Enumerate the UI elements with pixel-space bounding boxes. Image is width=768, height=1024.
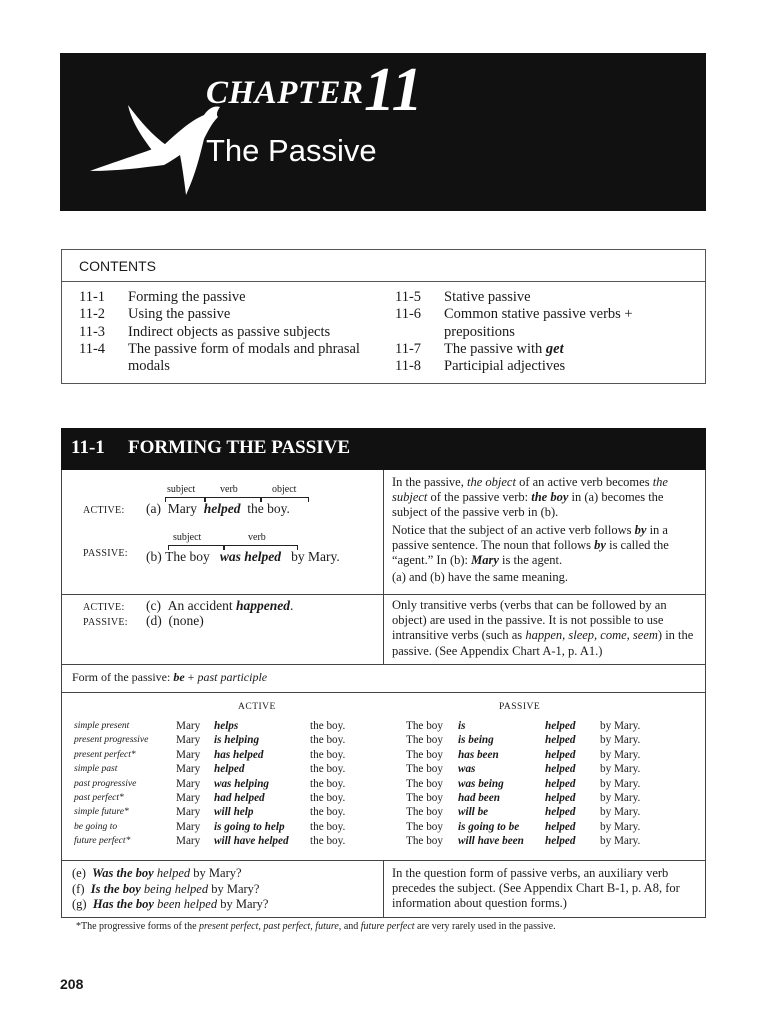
question-examples: [72, 866, 268, 913]
toc-item[interactable]: 11-7 The passive with get: [395, 340, 564, 357]
footnote: *The progressive forms of the present perfect, past perfect, future, and future perfect are very rarely used in the passive.: [76, 921, 556, 932]
passive-agent-column: by Mary. by Mary. by Mary. by Mary. by Mary. by Mary. by Mary. by Mary. by Mary.: [600, 720, 641, 848]
column-divider: [383, 470, 384, 594]
row-divider: [62, 664, 705, 665]
active-column-header: ACTIVE: [238, 702, 276, 712]
question-f: (f) Is the boy being helped by Mary?: [72, 881, 260, 896]
chapter-number: 11: [364, 56, 423, 124]
question-e: (e) Was the boy helped by Mary?: [72, 866, 242, 880]
toc-item[interactable]: 11-4 The passive form of modals and phrasal modals: [79, 340, 360, 375]
section-heading: [61, 428, 706, 470]
passive-participle-column: helped helped helped helped helped helped helped helped helped: [545, 720, 576, 848]
chapter-banner: [60, 53, 706, 211]
active-object-column: the boy. the boy. the boy. the boy. the boy. the boy. the boy. the boy. the boy.: [310, 720, 346, 848]
object-label: object: [272, 484, 297, 495]
example-d: (d) (none): [146, 613, 204, 628]
explanation-agent: In the passive, the object of an active verb becomes the subject of the passive verb: the boy in (a) becomes the subject of the passive verb in (b). Notice that the subject of an active verb follows by in a passive sentence. The noun that follows by is called the “agent.” In (b): Mary is the agent. (a) and (b) have the same meaning.: [392, 475, 669, 585]
question-g: (g) Has the boy been helped by Mary?: [72, 897, 269, 911]
toc-item[interactable]: 11-5 Stative passive: [395, 289, 531, 305]
verb-label: verb: [220, 484, 238, 495]
section-title: FORMING THE PASSIVE: [128, 437, 351, 458]
explanation-questions: In the question form of passive verbs, an auxiliary verb precedes the subject. (See Appendix Chart B-1, p. A8, for information about question forms.): [392, 866, 680, 911]
toc-item[interactable]: 11-2 Using the passive: [79, 306, 231, 323]
explanation-transitive: Only transitive verbs (verbs that can be followed by an object) are used in the passive. It is not possible to use intransitive verbs (such as happen, sleep, come, seem) in the passive. (See Appendix Chart A-1, p. A1.): [392, 598, 694, 658]
chapter-title: The Passive: [206, 133, 377, 168]
passive-label: PASSIVE:: [83, 617, 128, 628]
toc-item[interactable]: 11-3 Indirect objects as passive subjects: [79, 323, 331, 340]
passive-subject-column: The boy The boy The boy The boy The boy The boy The boy The boy The boy: [406, 720, 443, 848]
page-number: 208: [60, 976, 84, 992]
example-c: (c) An accident happened.: [146, 598, 294, 613]
subject-label: subject: [173, 532, 202, 543]
verb-label: verb: [248, 532, 266, 543]
passive-form: Form of the passive: be + past participle: [72, 670, 268, 684]
active-label: ACTIVE:: [83, 505, 125, 516]
row-divider: [62, 692, 705, 693]
contents-box: [61, 249, 706, 384]
tense-column: simple present present progressive present perfect* simple past past progressive past perfect* simple future* be going to future perfect*: [74, 720, 149, 847]
contents-column-right: [395, 289, 695, 375]
subject-label: subject: [167, 484, 196, 495]
column-divider: [383, 594, 384, 664]
column-divider: [383, 860, 384, 917]
chapter-word: CHAPTER: [206, 75, 364, 111]
toc-item[interactable]: 11-1 Forming the passive: [79, 289, 246, 305]
contents-heading: CONTENTS: [62, 250, 705, 282]
passive-column-header: PASSIVE: [499, 702, 541, 712]
passive-aux-column: is is being has been was was being had been will be is going to be will have been: [458, 720, 524, 848]
section-number: 11-1: [71, 437, 105, 458]
active-subject-column: Mary Mary Mary Mary Mary Mary Mary Mary Mary: [176, 720, 201, 848]
example-b: (b) The boy was helped by Mary.: [146, 549, 340, 564]
passive-label: PASSIVE:: [83, 548, 128, 559]
active-verb-column: helps is helping has helped helped was helping had helped will help is going to help will have helped: [214, 720, 289, 848]
toc-item[interactable]: 11-6 Common stative passive verbs + prepositions: [395, 306, 633, 340]
toc-item[interactable]: 11-8 Participial adjectives: [395, 358, 566, 375]
example-a: (a) Mary helped the boy.: [146, 501, 290, 516]
grammar-chart: [61, 470, 706, 918]
contents-column-left: [79, 289, 394, 375]
active-label: ACTIVE:: [83, 602, 125, 613]
